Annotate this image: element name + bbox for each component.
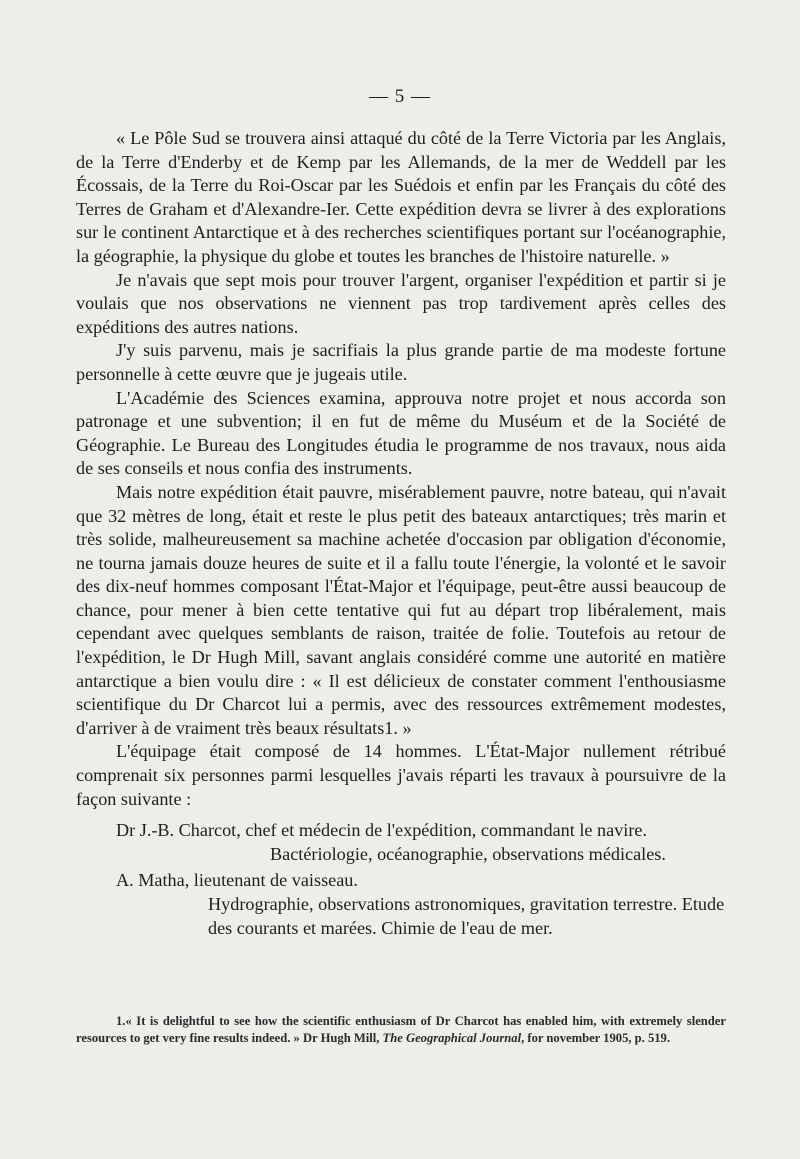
staff-entry xyxy=(116,819,726,866)
footnote xyxy=(76,1013,726,1046)
staff-duties: Bactériologie, océanographie, observations médicales. xyxy=(270,843,666,864)
staff-duties: Hydrographie, observations astronomiques, gravitation terrestre. Etude des courants et marées. Chimie de l'eau de mer. xyxy=(208,894,725,938)
footnote-source: The Geographical Journal xyxy=(382,1030,522,1045)
staff-list xyxy=(76,819,726,940)
staff-name: Dr J.-B. Charcot xyxy=(116,820,237,841)
staff-entry xyxy=(116,869,726,940)
paragraph-quote: « Le Pôle Sud se trouvera ainsi attaqué du côté de la Terre Victoria par les Anglais, de la Terre d'Enderby et de Kemp par les Allemands, de la mer de Weddell par les Écossais, de la Terre du Roi-Oscar par les Suédois et enfin par les Français du côté des Terres de Graham et d'Alexandre-Ier. Cette expédition devra se livrer à des explorations sur le continent Antarctique et à des recherches scientifiques portant sur l'océanographie, la géographie, la physique du globe et toutes les branches de l'histoire naturelle. » xyxy=(76,128,726,266)
paragraph-funding: Je n'avais que sept mois pour trouver l'argent, organiser l'expédition et partir si je voulais que nos observations ne viennent pas trop tardivement après celles des expéditions des autres nations. xyxy=(76,269,726,337)
paragraph-expedition: Mais notre expédition était pauvre, misérablement pauvre, notre bateau, qui n'avait que 32 mètres de long, était et reste le plus petit des bateaux antarctiques; très marin et très solide, malheureusement sa machine achetée d'occasion par obligation d'économie, ne tourna jamais douze heures de suite et il a fallu toute l'énergie, la volonté et le savoir des dix-neuf hommes composant l'État-Major et l'équipage, peut-être aussi beaucoup de chance, pour mener à bien cette tentative qui fut au départ trop libéralement, mais cependant avec quelques semblants de raison, traitée de folie. Toutefois au retour de l'expédition, le Dr Hugh Mill, savant anglais considéré comme une autorité en matière antarctique a bien voulu dire : « Il est délicieux de constater comment l'enthousiasme scientifique du Dr Charcot lui a permis, avec des ressources extrêmement modestes, d'arriver à de vraiment très beaux résultats1. » xyxy=(76,481,726,738)
staff-role: , lieutenant de vaisseau. xyxy=(184,870,358,891)
footnote-marker: 1. xyxy=(116,1014,126,1028)
footnote-citation: , for november 1905, p. 519. xyxy=(521,1030,670,1045)
staff-name: A. Matha xyxy=(116,870,185,891)
footnote-text: « It is delightful to see how the scientific enthusiasm of Dr Charcot has enabled him, with extremely slender resources to get very fine results indeed. » Dr Hugh Mill, xyxy=(76,1014,726,1045)
staff-role: , chef et médecin de l'expédition, commandant le navire. xyxy=(236,820,648,841)
paragraph-academie: L'Académie des Sciences examina, approuva notre projet et nous accorda son patronage et une subvention; il en fut de même du Muséum et de la Société de Géographie. Le Bureau des Longitudes étudia le programme de nos travaux, nous aida de ses conseils et nous confia des instruments. xyxy=(76,387,726,479)
paragraph-crew: L'équipage était composé de 14 hommes. L'État-Major nullement rétribué comprenait six personnes parmi lesquelles j'avais réparti les travaux à poursuivre de la façon suivante : xyxy=(76,741,726,809)
page-body xyxy=(76,127,726,940)
paragraph-fortune: J'y suis parvenu, mais je sacrifiais la plus grande partie de ma modeste fortune personnelle à cette œuvre que je jugeais utile. xyxy=(76,340,726,384)
page-number: — 5 — xyxy=(369,86,431,107)
